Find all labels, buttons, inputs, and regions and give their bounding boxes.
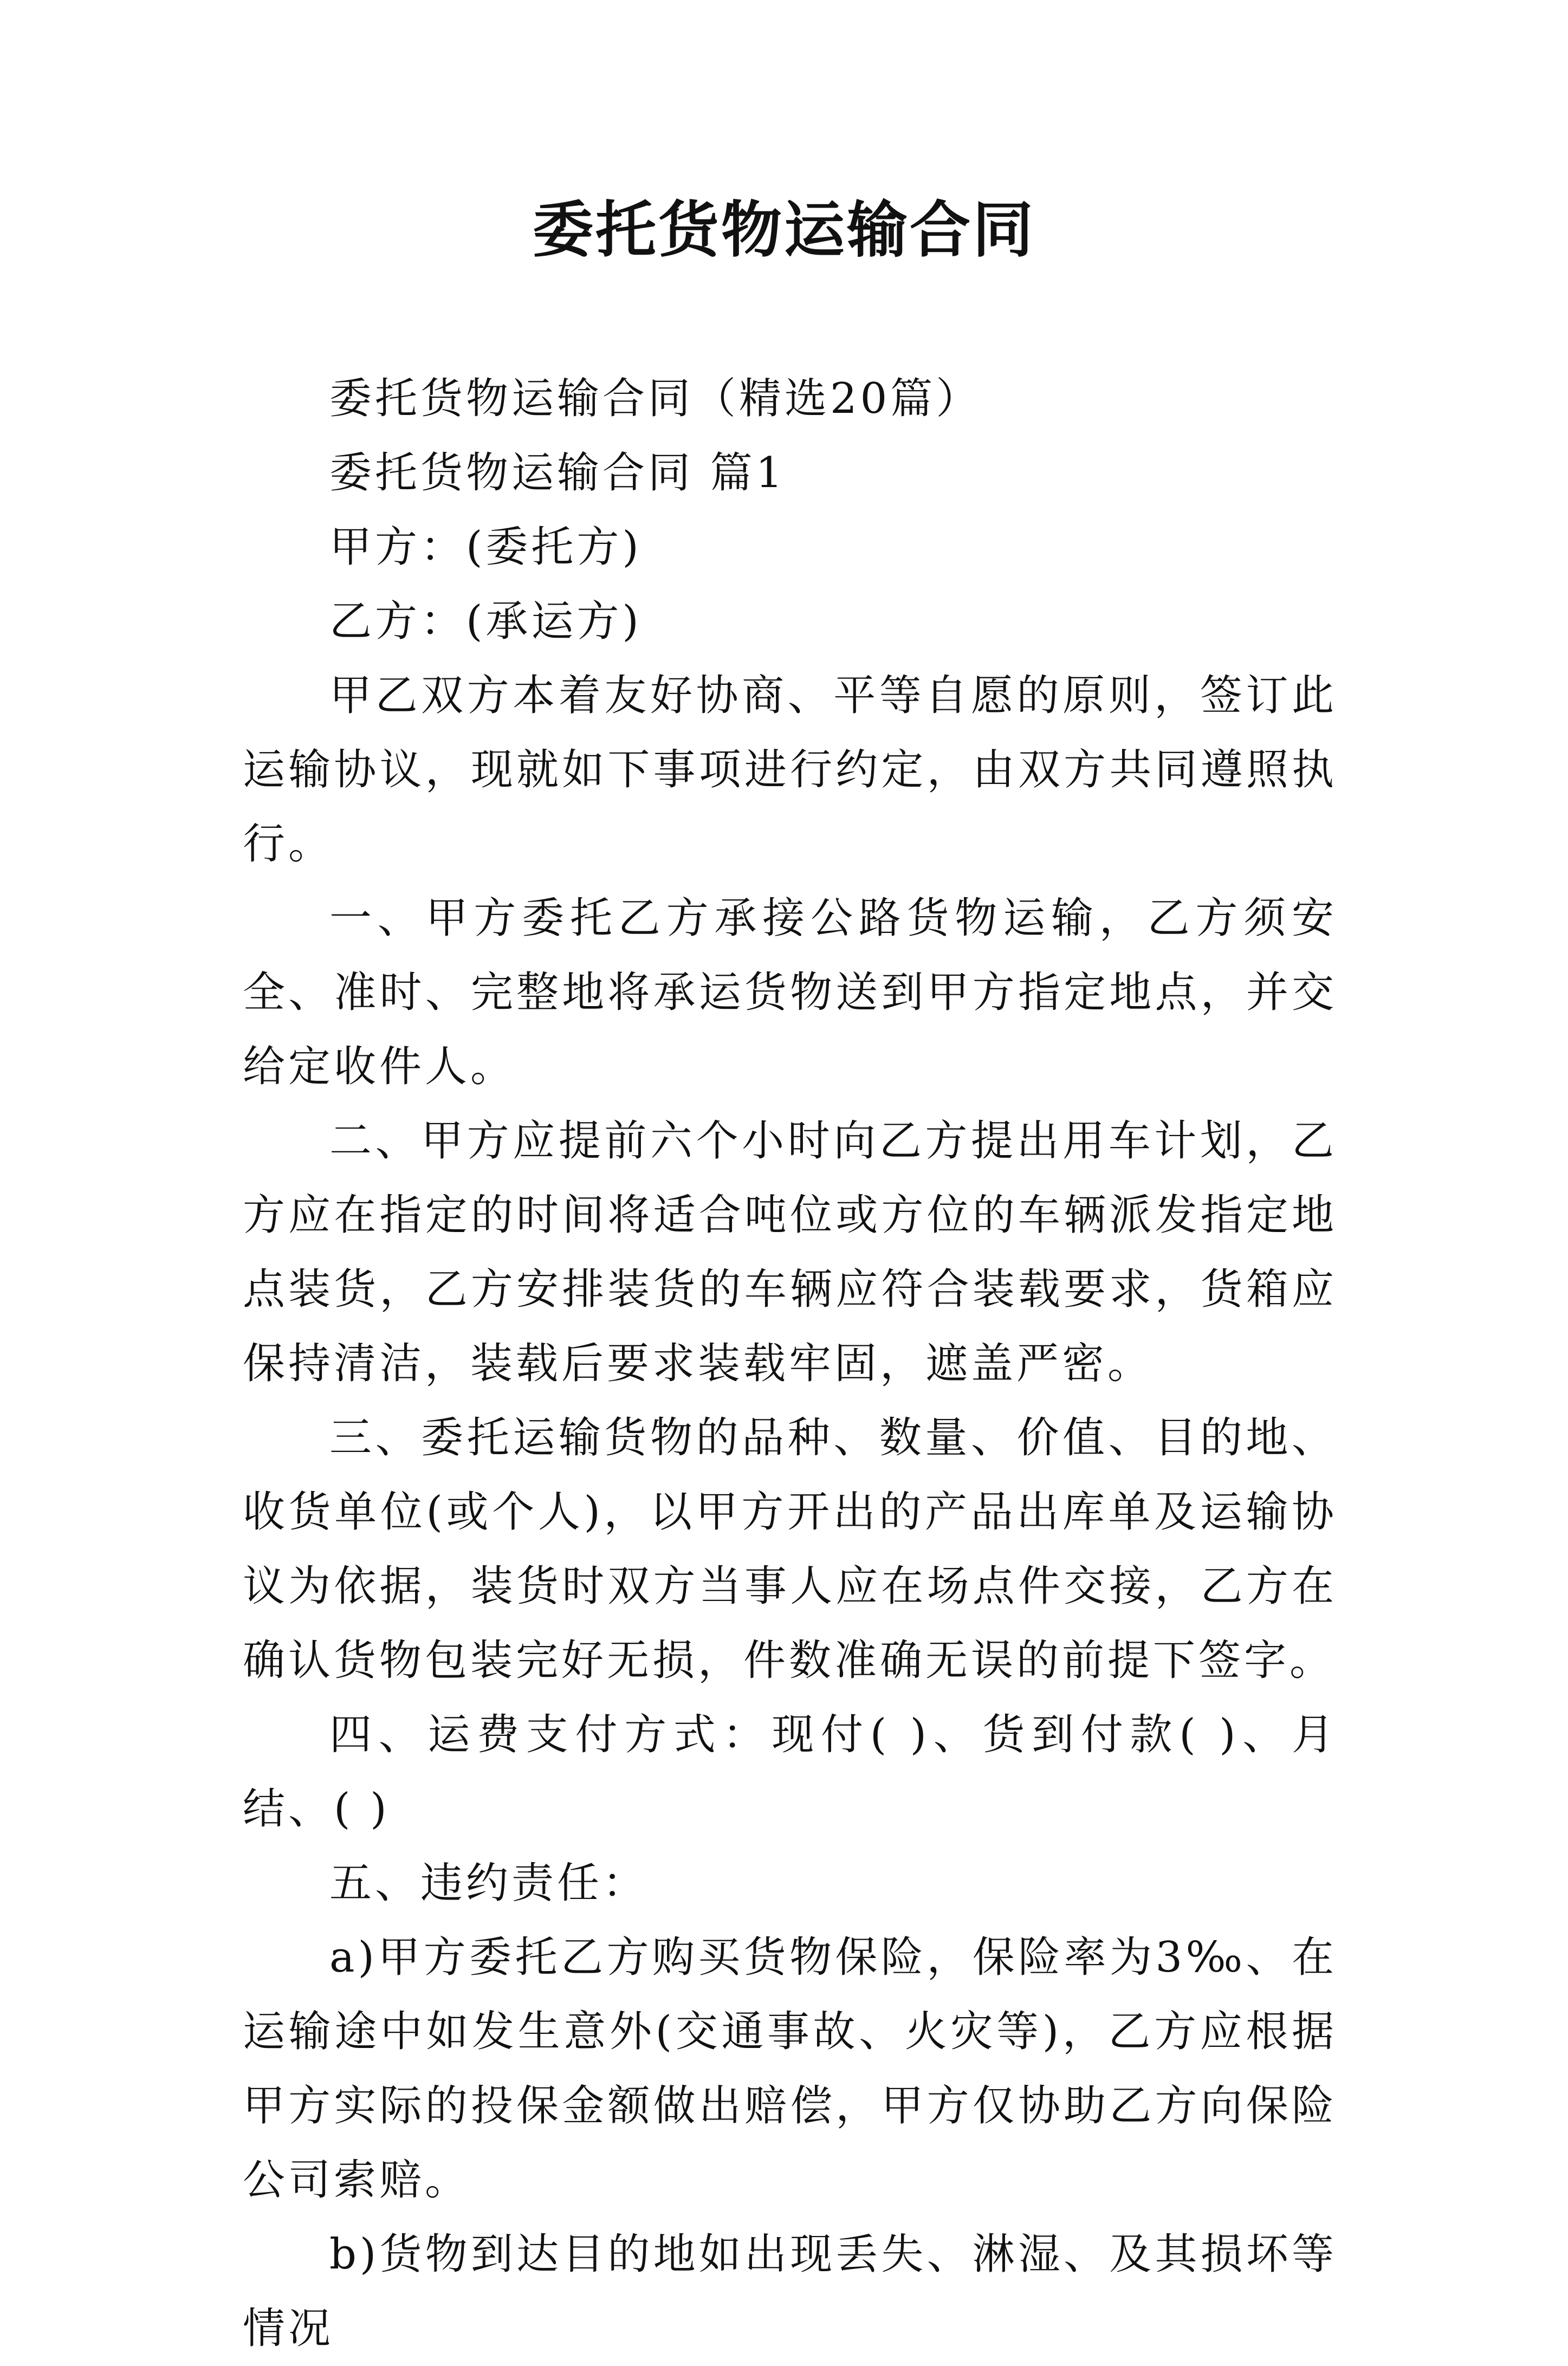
paragraph-section-title: 委托货物运输合同 篇1 <box>329 449 786 497</box>
paragraph-clause-5a: a)甲方委托乙方购买货物保险，保险率为3‰、在运输途中如发生意外(交通事故、火灾等)，乙方应根据甲方实际的投保金额做出赔偿，甲方仅协助乙方向保险公司索赔。 <box>243 1933 1337 2205</box>
paragraph-preamble: 甲乙双方本着友好协商、平等自愿的原则，签订此运输协议，现就如下事项进行约定，由双方共同遵照执行。 <box>243 671 1337 868</box>
paragraph-collection-title: 委托货物运输合同（精选20篇） <box>329 374 982 423</box>
paragraph-clause-4: 四、运费支付方式：现付( )、货到付款( )、月结、( ) <box>243 1710 1337 1833</box>
paragraph-party-b: 乙方：(承运方) <box>329 597 642 646</box>
paragraph-clause-3: 三、委托运输货物的品种、数量、价值、目的地、收货单位(或个人)，以甲方开出的产品出库单及运输协议为依据，装货时双方当事人应在场点件交接，乙方在确认货物包装完好无损，件数准确无误的前提下签字。 <box>243 1414 1337 1685</box>
document-body <box>243 362 1337 2366</box>
paragraph-clause-5b: b)货物到达目的地如出现丢失、淋湿、及其损坏等情况 <box>243 2230 1337 2353</box>
paragraph-clause-5: 五、违约责任： <box>329 1859 649 1908</box>
paragraph-party-a: 甲方：(委托方) <box>329 523 642 572</box>
paragraph-clause-1: 一、甲方委托乙方承接公路货物运输，乙方须安全、准时、完整地将承运货物送到甲方指定地点，并交给定收件人。 <box>243 894 1337 1091</box>
document-title: 委托货物运输合同 <box>533 195 1035 265</box>
paragraph-clause-2: 二、甲方应提前六个小时向乙方提出用车计划，乙方应在指定的时间将适合吨位或方位的车辆派发指定地点装货，乙方安排装货的车辆应符合装载要求，货箱应保持清洁，装载后要求装载牢固，遮盖严密。 <box>243 1117 1337 1388</box>
